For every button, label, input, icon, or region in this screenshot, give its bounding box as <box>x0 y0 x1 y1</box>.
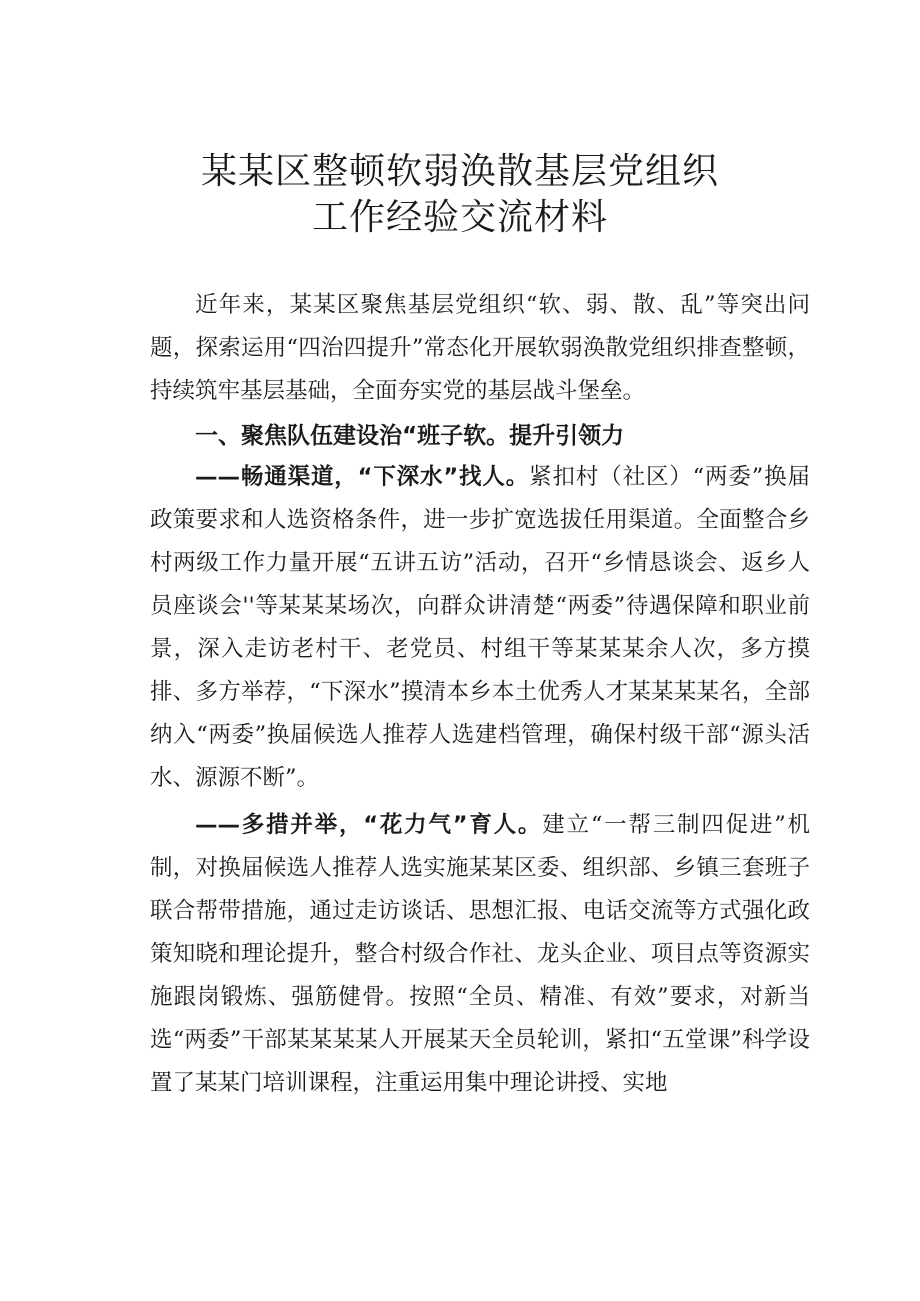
paragraph-1 <box>150 456 810 800</box>
paragraph-2-lead: ——多措并举，“花力气”育人。 <box>195 812 543 838</box>
section-1-heading: 一、聚焦队伍建设治“班子软。提升引领力 <box>195 423 625 449</box>
intro-text: 近年来，某某区聚焦基层党组织“软、弱、散、乱”等突出问题，探索运用“四治四提升”常态化开展软弱涣散党组织排查整顿，持续筑牢基层基础，全面夯实党的基层战斗堡垒。 <box>150 292 810 404</box>
paragraph-2-text <box>150 804 810 1105</box>
paragraph-1-text <box>150 456 810 800</box>
paragraph-2 <box>150 804 810 1105</box>
paragraph-1-lead: ——畅通渠道，“下深水”找人。 <box>195 464 530 490</box>
intro-paragraph <box>150 284 810 413</box>
document-title-line-1: 某某区整顿软弱涣散基层党组织 <box>200 151 719 192</box>
paragraph-2-body: 建立“一帮三制四促进”机制，对换届候选人推荐人选实施某某区委、组织部、乡镇三套班子联合帮带措施，通过走访谈话、思想汇报、电话交流等方式强化政策知晓和理论提升，整合村级合作社、龙头企业、项目点等资源实施跟岗锻炼、强筋健骨。按照“全员、精准、有效”要求，对新当选“两委”干部某某某某人开展某天全员轮训，紧扣“五堂课”科学设置了某某门培训课程，注重运用集中理论讲授、实地 <box>150 812 810 1096</box>
document-title-line-2: 工作经验交流材料 <box>311 197 608 238</box>
paragraph-1-body: 紧扣村（社区）“两委”换届政策要求和人选资格条件，进一步扩宽选拔任用渠道。全面整合乡村两级工作力量开展“五讲五访”活动，召开“乡情恳谈会、返乡人员座谈会''等某某某场次，向群众讲清楚“两委”待遇保障和职业前景，深入走访老村干、老党员、村组干等某某某余人次，多方摸排、多方举荐，“下深水”摸清本乡本土优秀人才某某某某名，全部纳入“两委”换届候选人推荐人选建档管理，确保村级干部“源头活水、源源不断”。 <box>150 464 810 791</box>
